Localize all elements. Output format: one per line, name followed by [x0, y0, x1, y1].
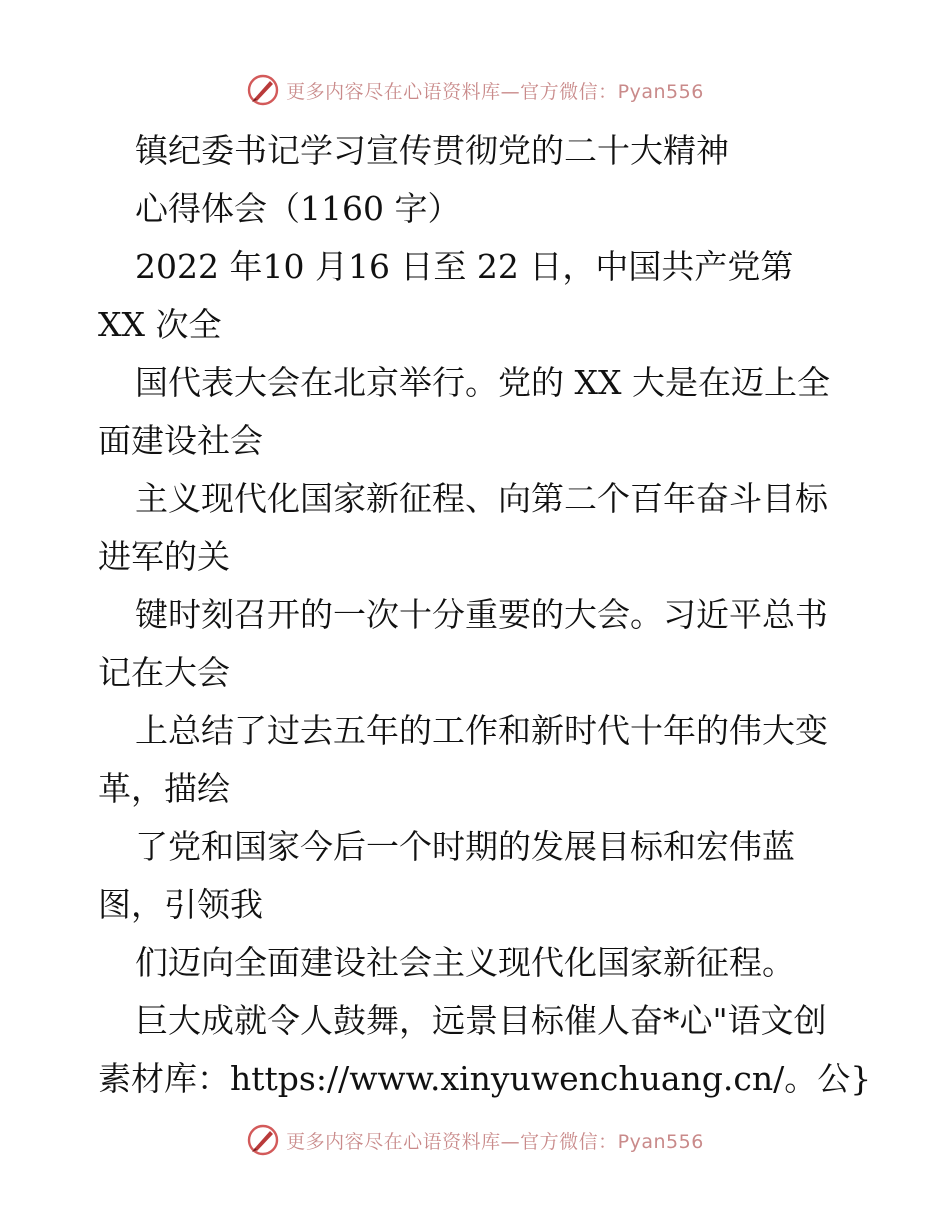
- doc-line: 图，引领我: [98, 885, 263, 924]
- doc-line: 2022 年10 月16 日至 22 日，中国共产党第: [135, 247, 794, 286]
- doc-line: 主义现代化国家新征程、向第二个百年奋斗目标: [135, 479, 828, 518]
- doc-line: 上总结了过去五年的工作和新时代十年的伟大变: [135, 711, 828, 750]
- doc-line: 键时刻召开的一次十分重要的大会。习近平总书: [135, 595, 828, 634]
- quill-pen-logo-icon: [246, 73, 280, 107]
- footer-banner-text: 更多内容尽在心语资料库—官方微信：Pyan556: [286, 1130, 704, 1153]
- doc-line: XX 次全: [98, 305, 222, 344]
- doc-line: 素材库：https://www.xinyuwenchuang.cn/。公}: [98, 1059, 872, 1098]
- header-banner-text: 更多内容尽在心语资料库—官方微信：Pyan556: [286, 80, 704, 103]
- doc-line: 记在大会: [98, 653, 230, 692]
- doc-line: 面建设社会: [98, 421, 263, 460]
- doc-line: 心得体会（1160 字）: [135, 189, 461, 228]
- footer-banner: [0, 1120, 950, 1160]
- document-body: [98, 122, 872, 1108]
- quill-pen-logo-icon: [246, 1123, 280, 1157]
- doc-line: 们迈向全面建设社会主义现代化国家新征程。: [135, 943, 795, 982]
- doc-line: 国代表大会在北京举行。党的 XX 大是在迈上全: [135, 363, 830, 402]
- header-banner: [0, 70, 950, 110]
- doc-line: 了党和国家今后一个时期的发展目标和宏伟蓝: [135, 827, 795, 866]
- doc-line: 革，描绘: [98, 769, 230, 808]
- doc-line: 镇纪委书记学习宣传贯彻党的二十大精神: [135, 131, 729, 170]
- doc-line: 进军的关: [98, 537, 230, 576]
- doc-line: 巨大成就令人鼓舞，远景目标催人奋*心"语文创: [135, 1001, 827, 1040]
